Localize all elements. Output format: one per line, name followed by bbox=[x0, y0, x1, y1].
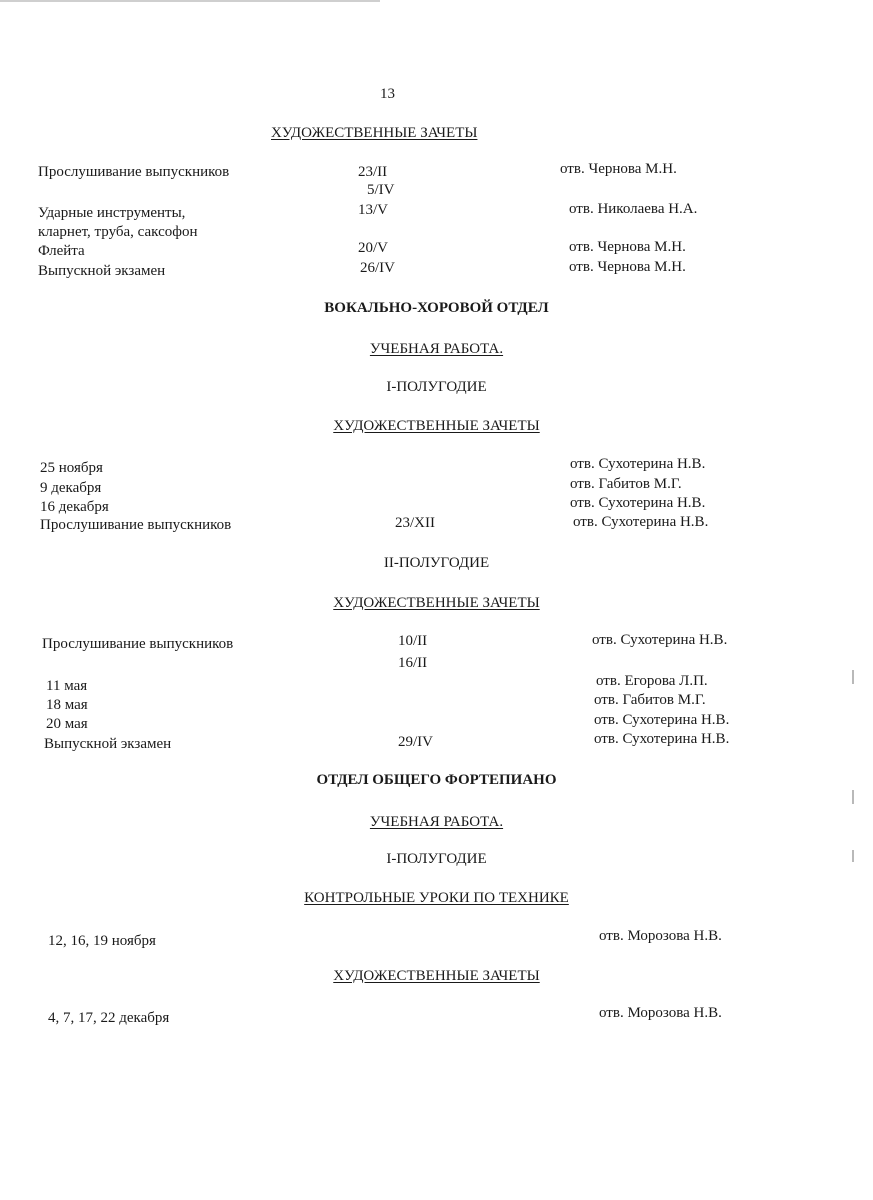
semester-title: II-ПОЛУГОДИЕ bbox=[383, 555, 490, 571]
row-date: 20/V bbox=[358, 240, 388, 256]
row-label: Прослушивание выпускников bbox=[38, 164, 230, 180]
subsection-title: УЧЕБНАЯ РАБОТА. bbox=[369, 341, 504, 357]
row-responsible: отв. Сухотерина Н.В. bbox=[570, 456, 706, 472]
row-responsible: отв. Чернова М.Н. bbox=[569, 239, 686, 255]
row-label: 9 декабря bbox=[40, 480, 102, 496]
row-responsible: отв. Габитов М.Г. bbox=[594, 692, 706, 708]
department-title: ВОКАЛЬНО-ХОРОВОЙ ОТДЕЛ bbox=[324, 300, 549, 316]
row-label: 18 мая bbox=[46, 697, 88, 713]
section-heading: ХУДОЖЕСТВЕННЫЕ ЗАЧЕТЫ bbox=[333, 968, 540, 984]
row-label: 16 декабря bbox=[40, 499, 109, 515]
department-title: ОТДЕЛ ОБЩЕГО ФОРТЕПИАНО bbox=[316, 772, 557, 788]
row-responsible: отв. Габитов М.Г. bbox=[570, 476, 682, 492]
row-label: 25 ноября bbox=[40, 460, 103, 476]
row-responsible: отв. Морозова Н.В. bbox=[599, 928, 722, 944]
row-label: Флейта bbox=[38, 243, 85, 259]
scan-edge bbox=[0, 0, 380, 2]
row-label: Прослушивание выпускников bbox=[40, 517, 232, 533]
row-date: 16/II bbox=[398, 655, 428, 671]
row-responsible: отв. Николаева Н.А. bbox=[569, 201, 698, 217]
section-heading: КОНТРОЛЬНЫЕ УРОКИ ПО ТЕХНИКЕ bbox=[304, 890, 569, 906]
subsection-title: УЧЕБНАЯ РАБОТА. bbox=[369, 814, 504, 830]
row-responsible: отв. Сухотерина Н.В. bbox=[570, 495, 706, 511]
section-heading: ХУДОЖЕСТВЕННЫЕ ЗАЧЕТЫ bbox=[333, 595, 540, 611]
page-number: 13 bbox=[380, 86, 395, 102]
row-label: 12, 16, 19 ноября bbox=[48, 933, 156, 949]
row-responsible: отв. Чернова М.Н. bbox=[569, 259, 686, 275]
row-responsible: отв. Сухотерина Н.В. bbox=[594, 712, 730, 728]
row-label: Ударные инструменты, bbox=[38, 205, 186, 221]
row-responsible: отв. Сухотерина Н.В. bbox=[594, 731, 730, 747]
row-date: 29/IV bbox=[398, 734, 433, 750]
semester-title: I-ПОЛУГОДИЕ bbox=[386, 851, 487, 867]
row-label: Выпускной экзамен bbox=[44, 736, 172, 752]
row-label: Выпускной экзамен bbox=[38, 263, 166, 279]
section-heading: ХУДОЖЕСТВЕННЫЕ ЗАЧЕТЫ bbox=[271, 125, 478, 141]
row-date: 26/IV bbox=[360, 260, 395, 276]
row-responsible: отв. Егорова Л.П. bbox=[596, 673, 708, 689]
section-heading: ХУДОЖЕСТВЕННЫЕ ЗАЧЕТЫ bbox=[333, 418, 540, 434]
row-label: 4, 7, 17, 22 декабря bbox=[48, 1010, 170, 1026]
row-label: Прослушивание выпускников bbox=[42, 636, 234, 652]
row-responsible: отв. Сухотерина Н.В. bbox=[573, 514, 709, 530]
row-responsible: отв. Чернова М.Н. bbox=[560, 161, 677, 177]
row-responsible: отв. Морозова Н.В. bbox=[599, 1005, 722, 1021]
row-date: 13/V bbox=[358, 202, 388, 218]
row-responsible: отв. Сухотерина Н.В. bbox=[592, 632, 728, 648]
row-date: 5/IV bbox=[367, 182, 395, 198]
row-label: 20 мая bbox=[46, 716, 88, 732]
scan-speck bbox=[852, 670, 854, 684]
row-label: кларнет, труба, саксофон bbox=[38, 224, 198, 240]
semester-title: I-ПОЛУГОДИЕ bbox=[386, 379, 487, 395]
scan-speck bbox=[852, 790, 854, 804]
row-label: 11 мая bbox=[46, 678, 88, 694]
row-date: 23/XII bbox=[395, 515, 435, 531]
row-date: 23/II bbox=[358, 164, 388, 180]
row-date: 10/II bbox=[398, 633, 428, 649]
